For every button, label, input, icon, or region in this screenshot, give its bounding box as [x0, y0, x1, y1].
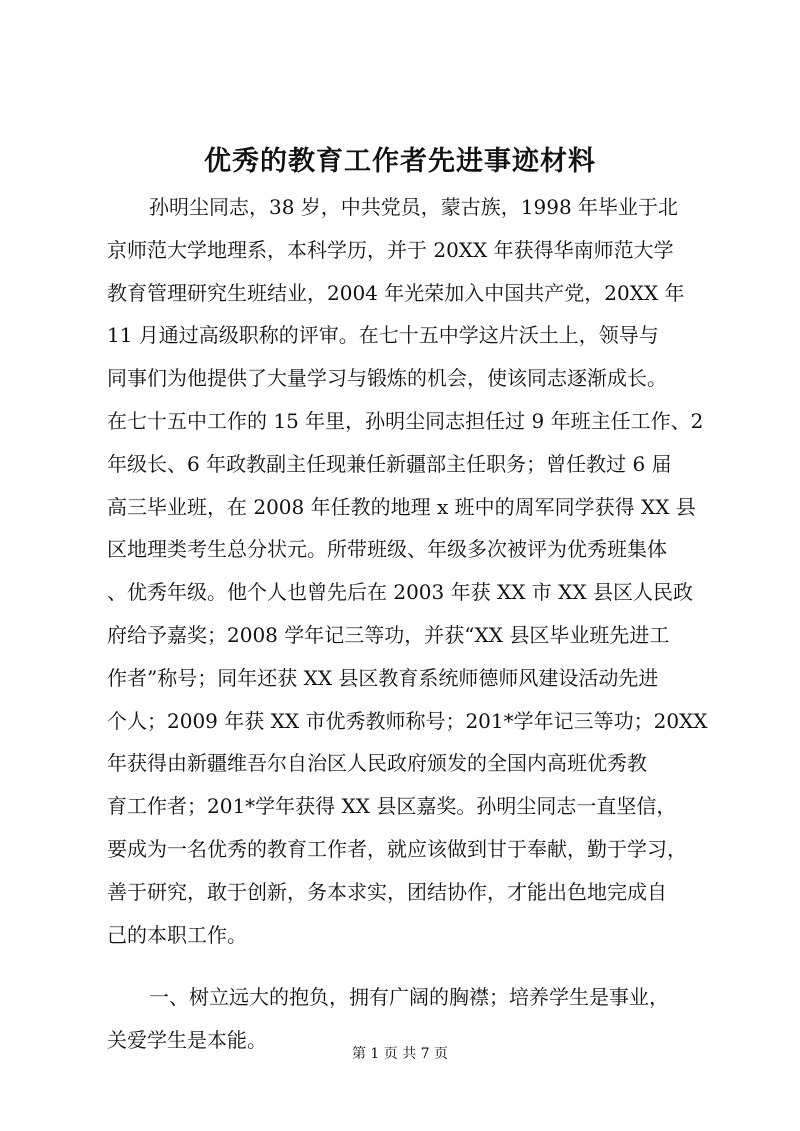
text-line: 要成为一名优秀的教育工作者，就应该做到甘于奉献，勤于学习， — [107, 836, 687, 861]
document-body — [107, 186, 707, 1062]
text-line: 一、树立远大的抱负，拥有广阔的胸襟；培养学生是事业， — [149, 985, 669, 1010]
text-line: 年级长、6 年政教副主任现兼任新疆部主任职务；曾任教过 6 届 — [107, 451, 672, 476]
text-line: 关爱学生是本能。 — [107, 1028, 267, 1053]
text-line: 善于研究，敢于创新，务本求实，团结协作，才能出色地完成自 — [107, 879, 667, 904]
text-line: 11 月通过高级职称的评审。在七十五中学这片沃土上，领导与 — [107, 323, 659, 348]
text-line: 、优秀年级。他个人也曾先后在 2003 年获 XX 市 XX 县区人民政 — [107, 580, 693, 605]
text-line: 高三毕业班，在 2008 年任教的地理 x 班中的周军同学获得 XX 县 — [107, 494, 696, 519]
text-line: 府给予嘉奖；2008 学年记三等功，并获“XX 县区毕业班先进工 — [107, 622, 670, 647]
text-line: 区地理类考生总分状元。所带班级、年级多次被评为优秀班集体 — [107, 537, 667, 562]
text-line: 己的本职工作。 — [107, 922, 247, 947]
text-line: 育工作者；201*学年获得 XX 县区嘉奖。孙明尘同志一直坚信， — [107, 794, 677, 819]
paragraph-gap — [107, 956, 707, 976]
text-line: 孙明尘同志，38 岁，中共党员，蒙古族，1998 年毕业于北 — [149, 195, 679, 219]
page-number-footer: 第 1 页 共 7 页 — [351, 1046, 449, 1062]
document-title: 优秀的教育工作者先进事迹材料 — [204, 146, 596, 177]
text-line: 教育管理研究生班结业，2004 年光荣加入中国共产党，20XX 年 — [107, 280, 685, 305]
text-line: 京师范大学地理系，本科学历，并于 20XX 年获得华南师范大学 — [107, 237, 674, 262]
text-line: 同事们为他提供了大量学习与锻炼的机会，使该同志逐渐成长。 — [107, 366, 667, 391]
text-line: 在七十五中工作的 15 年里，孙明尘同志担任过 9 年班主任工作、2 — [107, 408, 704, 433]
text-line: 年获得由新疆维吾尔自治区人民政府颁发的全国内高班优秀教 — [107, 751, 647, 776]
paragraph-1 — [107, 186, 707, 956]
text-line: 作者”称号；同年还获 XX 县区教育系统师德师风建设活动先进 — [107, 665, 659, 690]
text-line: 个人；2009 年获 XX 市优秀教师称号；201*学年记三等功；20XX — [107, 708, 708, 733]
